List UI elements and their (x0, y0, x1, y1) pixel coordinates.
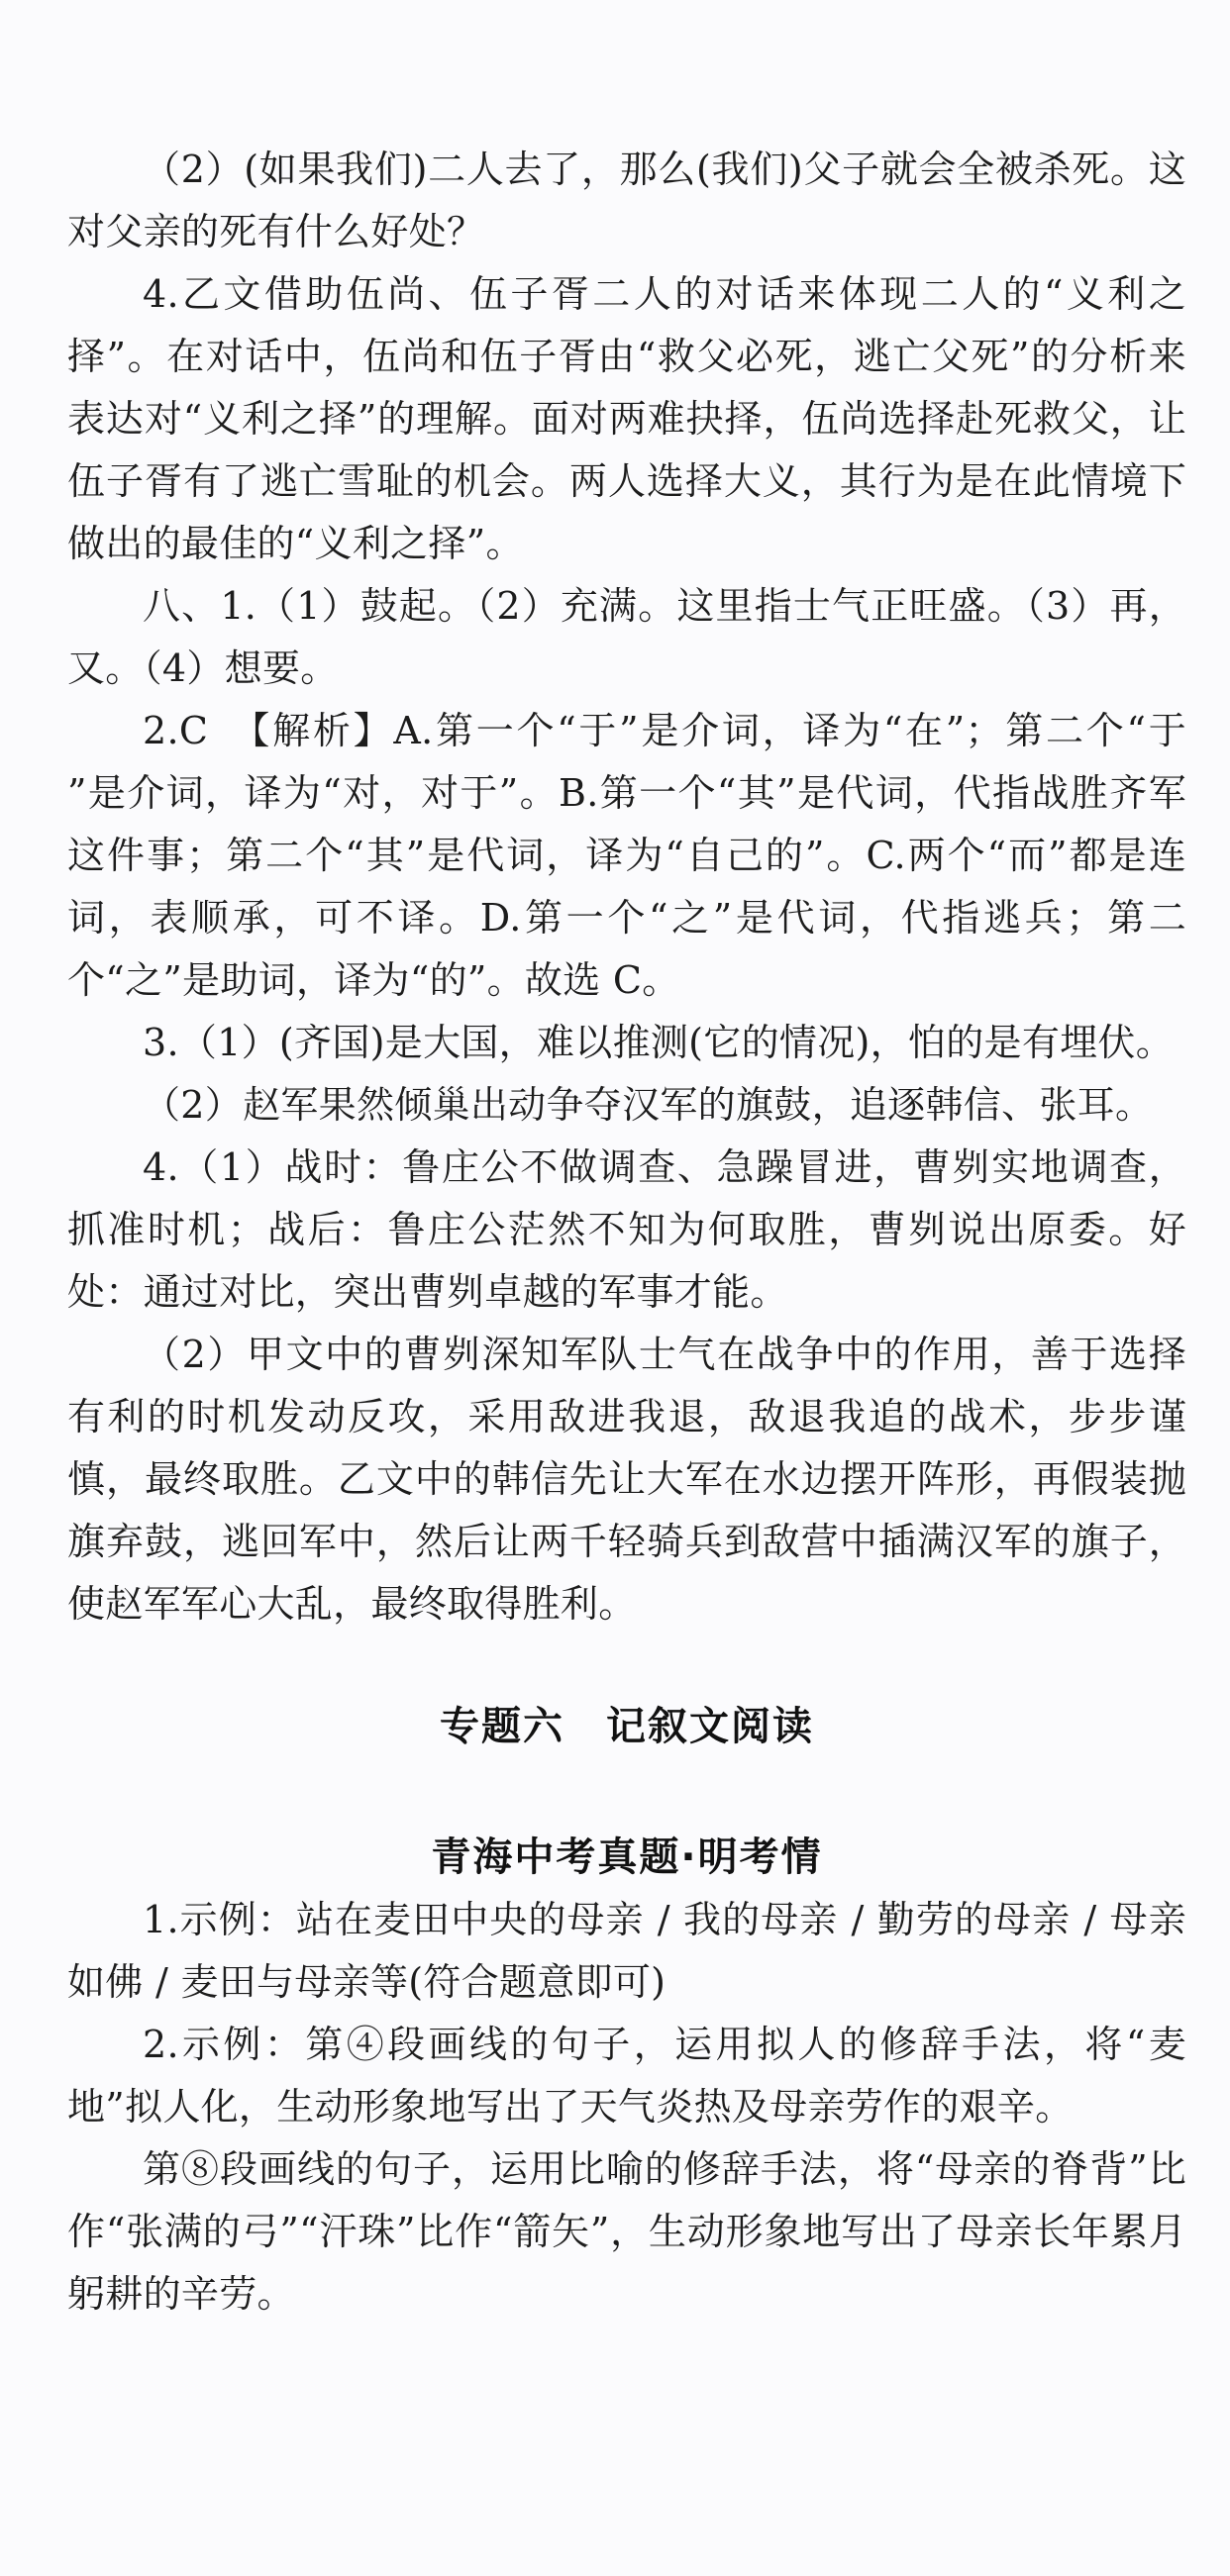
answer-paragraph: 4.（1）战时：鲁庄公不做调查、急躁冒进，曹刿实地调查，抓准时机；战后：鲁庄公茫然不知为何取胜，曹刿说出原委。好处：通过对比，突出曹刿卓越的军事才能。 (67, 1145, 1186, 1314)
answer-paragraph: 3.（1）(齐国)是大国，难以推测(它的情况)，怕的是有埋伏。 (143, 1021, 1175, 1064)
answer-paragraph: （2）甲文中的曹刿深知军队士气在战争中的作用，善于选择有利的时机发动反攻，采用敌进我退，敌退我追的战术，步步谨慎，最终取胜。乙文中的韩信先让大军在水边摆开阵形，再假装抛旗弃鼓，逃回军中，然后让两千轻骑兵到敌营中插满汉军的旗子，使赵军军心大乱，最终取得胜利。 (67, 1333, 1186, 1626)
section-title: 专题六 记叙文阅读 (440, 1704, 814, 1749)
answer-paragraph: （2）赵军果然倾巢出动争夺汉军的旗鼓，追逐韩信、张耳。 (143, 1083, 1154, 1127)
answer-paragraph: （2）(如果我们)二人去了，那么(我们)父子就会全被杀死。这对父亲的死有什么好处？ (67, 148, 1186, 253)
answer-paragraph: 八、1.（1）鼓起。（2）充满。这里指士气正旺盛。（3）再，又。（4）想要。 (67, 584, 1186, 690)
answer-paragraph: 1.示例：站在麦田中央的母亲 / 我的母亲 / 勤劳的母亲 / 母亲如佛 / 麦田与母亲等(符合题意即可) (67, 1898, 1186, 2004)
answer-paragraph: 2.C 【解析】A.第一个“于”是介词，译为“在”；第二个“于 ”是介词，译为“对，对于”。B.第一个“其”是代词，代指战胜齐军这件事；第二个“其”是代词，译为“自己的”。C.两个“而”都是连词，表顺承，可不译。D.第一个“之”是代词，代指逃兵；第二个“之”是助词，译为“的”。故选 C。 (67, 709, 1186, 1002)
answer-paragraph: 4.乙文借助伍尚、伍子胥二人的对话来体现二人的“义利之择”。在对话中，伍尚和伍子胥由“救父必死，逃亡父死”的分析来表达对“义利之择”的理解。面对两难抉择，伍尚选择赴死救父，让伍子胥有了逃亡雪耻的机会。两人选择大义，其行为是在此情境下做出的最佳的“义利之择”。 (67, 272, 1186, 565)
answer-paragraph: 2.示例：第④段画线的句子，运用拟人的修辞手法，将“麦地”拟人化，生动形象地写出了天气炎热及母亲劳作的艰辛。 (67, 2023, 1186, 2129)
answer-paragraph: 第⑧段画线的句子，运用比喻的修辞手法，将“母亲的脊背”比作“张满的弓”“汗珠”比作“箭矢”，生动形象地写出了母亲长年累月躬耕的辛劳。 (67, 2147, 1186, 2316)
subsection-title: 青海中考真题·明考情 (431, 1834, 823, 1880)
document-body (67, 139, 1186, 2326)
